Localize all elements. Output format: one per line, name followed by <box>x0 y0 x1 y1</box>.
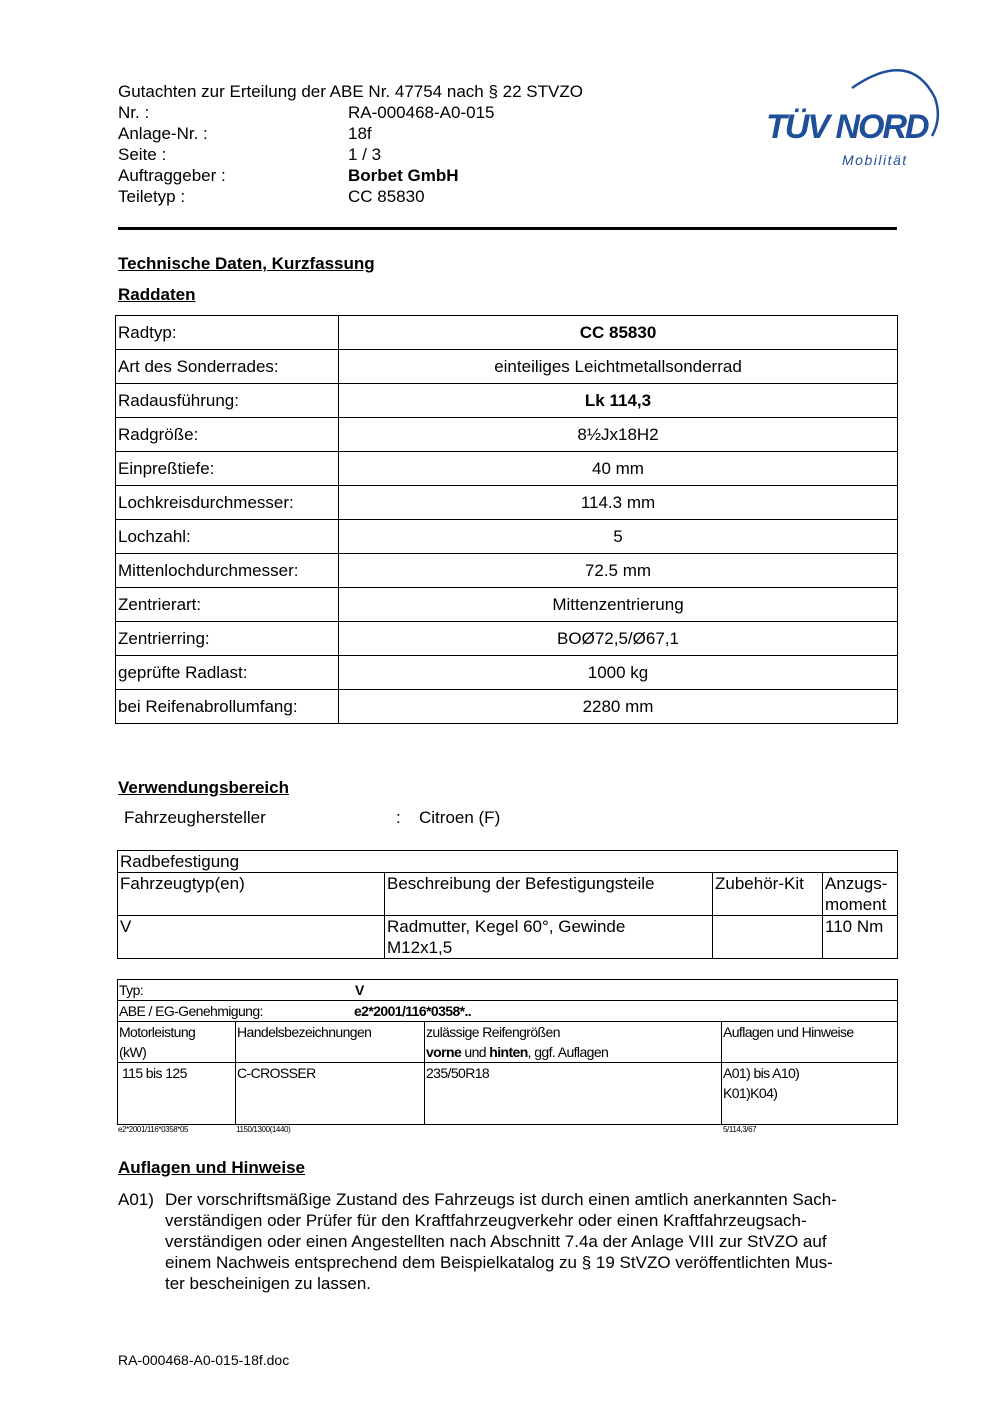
raddaten-label: Radtyp: <box>116 316 339 350</box>
reifen-header-und: und <box>461 1044 490 1060</box>
section-subtitle-raddaten: Raddaten <box>118 285 196 304</box>
table-row <box>116 554 898 588</box>
auflage-code: A01) <box>118 1190 154 1209</box>
raddaten-value: BOØ72,5/Ø67,1 <box>339 622 898 656</box>
footnote-gewicht: 1150/1300(1440) <box>236 1125 291 1134</box>
typ-row-motor: 115 bis 125 <box>118 1063 236 1125</box>
section-title-verwendungsbereich: Verwendungsbereich <box>118 778 289 797</box>
header-label-anlage: Anlage-Nr. : <box>118 124 208 143</box>
table-row <box>116 316 898 350</box>
column-header-motorleistung: Motorleistung (kW) <box>118 1022 236 1063</box>
table-row <box>118 1063 898 1125</box>
reifen-header-vorne: vorne <box>426 1044 462 1060</box>
hersteller-sep: : <box>396 808 401 827</box>
hersteller-value: Citroen (F) <box>419 808 501 827</box>
radbefestigung-title: Radbefestigung <box>118 851 898 873</box>
table-row <box>118 851 898 873</box>
header-label-teiletyp: Teiletyp : <box>118 187 186 206</box>
table-row <box>116 690 898 724</box>
table-row <box>116 486 898 520</box>
table-row <box>116 418 898 452</box>
reifen-header-end: , ggf. Auflagen <box>527 1044 609 1060</box>
typ-row-auflagen: A01) bis A10) K01)K04) <box>722 1063 898 1125</box>
raddaten-label: geprüfte Radlast: <box>116 656 339 690</box>
column-header: Anzugs- moment <box>823 873 898 916</box>
column-header-reifengroessen <box>425 1022 722 1063</box>
raddaten-label: Art des Sonderrades: <box>116 350 339 384</box>
befestigung-moment: 110 Nm <box>823 916 898 959</box>
raddaten-value: 114.3 mm <box>339 486 898 520</box>
table-row <box>116 656 898 690</box>
header-value-seite: 1 / 3 <box>348 145 382 164</box>
typ-label: Typ: <box>119 982 144 998</box>
reifen-header-hinten: hinten <box>489 1044 528 1060</box>
table-row <box>118 980 898 1001</box>
section-title-technische-daten: Technische Daten, Kurzfassung <box>118 254 375 273</box>
typ-row-reifen: 235/50R18 <box>425 1063 722 1125</box>
befestigung-typ: V <box>118 916 385 959</box>
header-label-nr: Nr. : <box>118 103 150 122</box>
raddaten-value: 8½Jx18H2 <box>339 418 898 452</box>
raddaten-value: 72.5 mm <box>339 554 898 588</box>
auflage-text: Der vorschriftsmäßige Zustand des Fahrzeugs ist durch einen amtlich anerkannten Sach- verständigen oder Prüfer für den Kraftfahrzeugverkehr oder einen Kraftfahrzeugsach- verständigen oder einen Angestellten nach Abschnitt 7.4a der Anlage VIII zur StVZO auf einem Nachweis entsprechend dem Beispielkatalog zu § 19 StVZO veröffentlichten Mus- ter bescheinigen zu lassen. <box>165 1190 837 1293</box>
header-rows <box>0 102 700 207</box>
column-header-handelsbezeichnungen: Handelsbezeichnungen <box>236 1022 425 1063</box>
table-row <box>118 873 898 916</box>
raddaten-label: Mittenlochdurchmesser: <box>116 554 339 588</box>
raddaten-value: Lk 114,3 <box>339 384 898 418</box>
column-header: Fahrzeugtyp(en) <box>118 873 385 916</box>
header-label-seite: Seite : <box>118 145 167 164</box>
header-value-anlage: 18f <box>348 124 372 143</box>
column-header: Beschreibung der Befestigungsteile <box>385 873 713 916</box>
typ-table <box>117 979 898 1125</box>
befestigung-beschreibung: Radmutter, Kegel 60°, Gewinde M12x1,5 <box>385 916 713 959</box>
header-divider <box>118 227 897 230</box>
raddaten-label: Zentrierring: <box>116 622 339 656</box>
radbefestigung-table <box>117 850 898 959</box>
header-value-teiletyp: CC 85830 <box>348 187 425 206</box>
typ-value: V <box>355 982 364 998</box>
table-row <box>116 520 898 554</box>
raddaten-value: 1000 kg <box>339 656 898 690</box>
logo-subtitle: Mobilität <box>842 152 908 168</box>
befestigung-kit <box>713 916 823 959</box>
raddaten-label: Lochkreisdurchmesser: <box>116 486 339 520</box>
raddaten-label: Lochzahl: <box>116 520 339 554</box>
header-value-auftraggeber: Borbet GmbH <box>348 166 459 185</box>
table-row <box>116 452 898 486</box>
raddaten-value: 2280 mm <box>339 690 898 724</box>
raddaten-label: Radgröße: <box>116 418 339 452</box>
raddaten-value: 5 <box>339 520 898 554</box>
raddaten-label: Einpreßtiefe: <box>116 452 339 486</box>
header-label-auftraggeber: Auftraggeber : <box>118 166 226 185</box>
table-row <box>118 916 898 959</box>
raddaten-value: einteiliges Leichtmetallsonderrad <box>339 350 898 384</box>
footer-filename: RA-000468-A0-015-18f.doc <box>118 1352 290 1368</box>
footnote-genehmigung: e2*2001/116*0358*05 <box>118 1125 189 1134</box>
table-row <box>116 350 898 384</box>
document-title: Gutachten zur Erteilung der ABE Nr. 47754 nach § 22 STVZO <box>118 82 583 101</box>
tuv-nord-logo <box>760 58 945 173</box>
raddaten-table <box>115 315 898 724</box>
raddaten-value: Mittenzentrierung <box>339 588 898 622</box>
header-value-nr: RA-000468-A0-015 <box>348 103 495 122</box>
table-row <box>118 1001 898 1022</box>
table-row <box>118 1022 898 1063</box>
raddaten-value: 40 mm <box>339 452 898 486</box>
raddaten-label: Zentrierart: <box>116 588 339 622</box>
reifen-header-line1: zulässige Reifengrößen <box>426 1024 560 1040</box>
table-row <box>116 384 898 418</box>
section-title-auflagen: Auflagen und Hinweise <box>118 1158 306 1177</box>
raddaten-label: Radausführung: <box>116 384 339 418</box>
column-header: Zubehör-Kit <box>713 873 823 916</box>
abe-label: ABE / EG-Genehmigung: <box>119 1003 263 1019</box>
raddaten-value: CC 85830 <box>339 316 898 350</box>
table-row <box>116 622 898 656</box>
typ-row-handel: C-CROSSER <box>236 1063 425 1125</box>
abe-value: e2*2001/116*0358*.. <box>354 1003 472 1019</box>
column-header-auflagen: Auflagen und Hinweise <box>722 1022 898 1063</box>
footnote-lochkreis: 5/114,3/67 <box>723 1125 757 1134</box>
logo-brand: TÜV NORD <box>766 108 928 146</box>
raddaten-label: bei Reifenabrollumfang: <box>116 690 339 724</box>
hersteller-label: Fahrzeughersteller <box>124 808 266 827</box>
table-row <box>116 588 898 622</box>
